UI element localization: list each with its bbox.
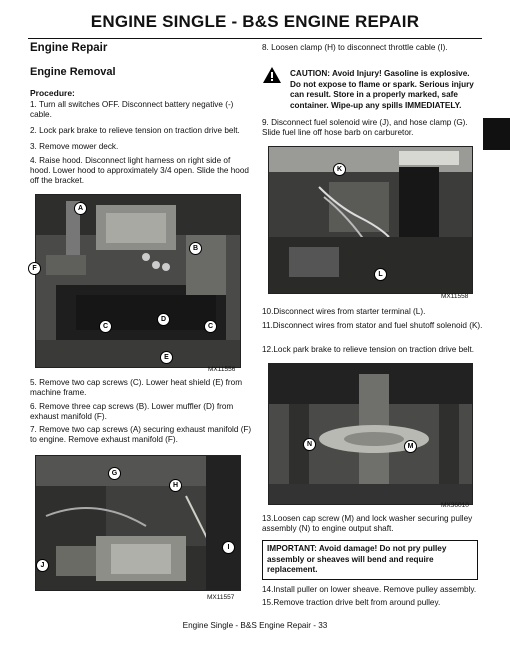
title-divider (28, 38, 482, 39)
section-tab-marker (483, 118, 510, 150)
step-5: 5. Remove two cap screws (C). Lower heat shield (E) from machine frame. (30, 378, 243, 398)
callout-c-right: C (204, 320, 217, 333)
step-4: 4. Raise hood. Disconnect light harness on right side of hood. Lower hood to approximately 3/4 open. Slide the hood off the bracket. (30, 156, 249, 186)
callout-i: I (222, 541, 235, 554)
callout-g: G (108, 467, 121, 480)
figure-starter-wiring-photo (268, 146, 473, 294)
section-title: Engine Repair (30, 42, 108, 54)
caution-box (262, 64, 482, 116)
procedure-label: Procedure: (30, 88, 75, 98)
callout-n: N (303, 438, 316, 451)
step-1: 1. Turn all switches OFF. Disconnect battery negative (-) cable. (30, 100, 234, 120)
step-13: 13.Loosen cap screw (M) and lock washer securing pulley assembly (N) to engine output shaft. (262, 514, 473, 534)
important-box (262, 540, 478, 580)
figure2-code: MX11557 (207, 594, 235, 601)
callout-d: D (157, 313, 170, 326)
warning-triangle-icon (262, 66, 282, 84)
page-title: ENGINE SINGLE - B&S ENGINE REPAIR (90, 12, 420, 31)
step-3: 3. Remove mower deck. (30, 142, 119, 151)
step-8: 8. Loosen clamp (H) to disconnect throttle cable (I). (262, 43, 448, 52)
step-9: 9. Disconnect fuel solenoid wire (J), and hose clamp (G). Slide fuel line off hose barb on carburetor. (262, 118, 468, 138)
callout-f: F (28, 262, 41, 275)
subsection-title: Engine Removal (30, 66, 116, 78)
callout-b: B (189, 242, 202, 255)
step-10: 10.Disconnect wires from starter terminal (L). (262, 307, 426, 316)
figure-engine-muffler-photo (35, 194, 241, 368)
figure-pulley-photo (268, 363, 473, 505)
step-6: 6. Remove three cap screws (B). Lower muffler (D) from exhaust manifold (F). (30, 402, 234, 422)
callout-l: L (374, 268, 387, 281)
callout-k: K (333, 163, 346, 176)
step-12: 12.Lock park brake to relieve tension on traction drive belt. (262, 345, 475, 354)
callout-e: E (160, 351, 173, 364)
step-14: 14.Install puller on lower sheave. Remove pulley assembly. (262, 585, 477, 594)
caution-text: CAUTION: Avoid Injury! Gasoline is explosive. Do not expose to flame or spark. Serious injury can result. Store in a properly marked, safe container. Wipe-up any spills IMMEDIATELY. (290, 69, 474, 110)
callout-c-left: C (99, 320, 112, 333)
step-11: 11.Disconnect wires from stator and fuel shutoff solenoid (K). (262, 321, 483, 330)
step-15: 15.Remove traction drive belt from around pulley. (262, 598, 441, 607)
step-7: 7. Remove two cap screws (A) securing exhaust manifold (F) to engine. Remove exhaust manifold (F). (30, 425, 252, 445)
important-text: IMPORTANT: Avoid damage! Do not pry pulley assembly or sheaves will bend and require replacement. (267, 544, 447, 574)
figure4-code: MX36010 (441, 502, 469, 509)
figure1-code: MX11556 (208, 366, 236, 373)
callout-h: H (169, 479, 182, 492)
callout-a: A (74, 202, 87, 215)
step-2: 2. Lock park brake to relieve tension on traction drive belt. (30, 126, 240, 135)
figure3-code: MX11558 (441, 293, 469, 300)
page-footer: Engine Single - B&S Engine Repair - 33 (182, 621, 328, 630)
callout-j: J (36, 559, 49, 572)
figure-carburetor-photo (35, 455, 241, 591)
callout-m: M (404, 440, 417, 453)
